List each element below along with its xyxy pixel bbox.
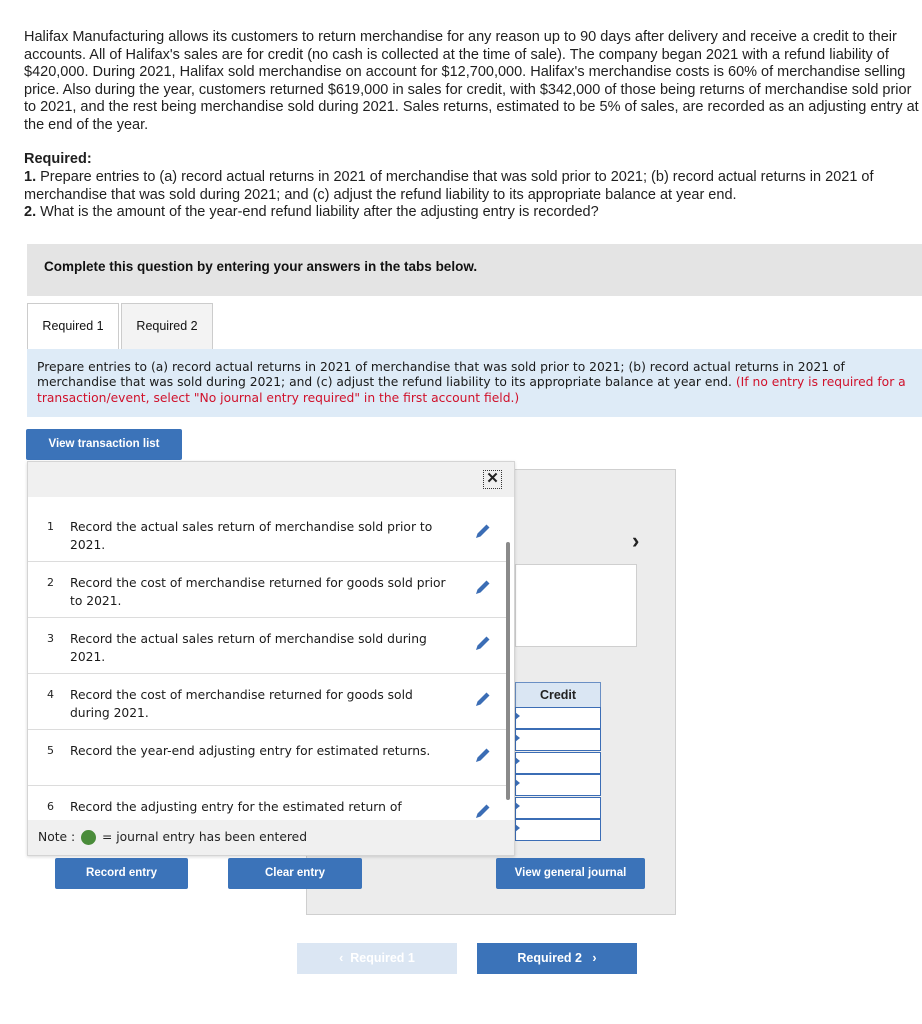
transaction-number: 1 bbox=[47, 520, 54, 533]
transaction-list-popup bbox=[27, 461, 515, 856]
tab-required-1[interactable]: Required 1 bbox=[27, 303, 119, 351]
transaction-text: Record the adjusting entry for the estimated return of bbox=[70, 800, 402, 814]
clear-entry-button[interactable]: Clear entry bbox=[228, 858, 362, 889]
required-heading: Required: bbox=[24, 151, 92, 167]
prev-button-label: Required 1 bbox=[350, 951, 415, 965]
task-note: (If no entry is required for a transaction/event, select "No journal entry required" in the first account field.) bbox=[37, 375, 906, 405]
pencil-icon[interactable] bbox=[474, 578, 492, 596]
credit-input[interactable] bbox=[515, 752, 601, 774]
transaction-item[interactable] bbox=[28, 618, 508, 674]
pencil-icon[interactable] bbox=[474, 690, 492, 708]
pencil-icon[interactable] bbox=[474, 802, 492, 820]
transaction-number: 5 bbox=[47, 744, 54, 757]
chevron-left-icon: ‹ bbox=[339, 951, 344, 965]
transaction-number: 2 bbox=[47, 576, 54, 589]
popup-header bbox=[28, 462, 514, 497]
credit-column-header: Credit bbox=[515, 682, 601, 709]
required-section bbox=[24, 151, 919, 222]
problem-statement: Halifax Manufacturing allows its customers to return merchandise for any reason up to 90 days after delivery and receive a credit to their accounts. All of Halifax's sales are for credit (no cash is collected at the time of sale). The company began 2021 with a refund liability of $420,000. During 2021, Halifax sold merchandise on account for $12,700,000. Halifax's merchandise costs is 60% of merchandise selling price. Also during the year, customers returned $619,000 in sales for credit, with $342,000 of those being returns of merchandise sold prior to 2021, and the rest being merchandise sold during 2021. Sales returns, estimated to be 5% of sales, are recorded as an adjusting entry at the end of the year. bbox=[24, 29, 919, 133]
next-button-label: Required 2 bbox=[517, 951, 582, 965]
transaction-text: Record the cost of merchandise returned for goods sold during 2021. bbox=[70, 688, 413, 720]
transaction-item[interactable] bbox=[28, 506, 508, 562]
pencil-icon[interactable] bbox=[474, 522, 492, 540]
required-item-2: 2. What is the amount of the year-end refund liability after the adjusting entry is recorded? bbox=[24, 204, 599, 221]
credit-input[interactable] bbox=[515, 797, 601, 819]
instruction-bar bbox=[27, 244, 922, 296]
transaction-text: Record the year-end adjusting entry for estimated returns. bbox=[70, 744, 431, 758]
instruction-text: Complete this question by entering your answers in the tabs below. bbox=[44, 259, 478, 274]
transaction-list bbox=[28, 506, 508, 820]
credit-input[interactable] bbox=[515, 707, 601, 729]
view-general-journal-button[interactable]: View general journal bbox=[496, 858, 645, 889]
close-icon[interactable]: ✕ bbox=[483, 470, 502, 489]
tab-required-2[interactable]: Required 2 bbox=[121, 303, 213, 350]
transaction-number: 3 bbox=[47, 632, 54, 645]
transaction-item[interactable] bbox=[28, 786, 508, 820]
prev-required-button bbox=[297, 943, 457, 974]
transaction-text: Record the cost of merchandise returned for goods sold prior to 2021. bbox=[70, 576, 446, 608]
task-description bbox=[27, 349, 922, 417]
credit-input[interactable] bbox=[515, 729, 601, 751]
note-text: = journal entry has been entered bbox=[102, 830, 308, 844]
chevron-right-icon[interactable]: › bbox=[632, 528, 640, 553]
transaction-number: 6 bbox=[47, 800, 54, 813]
task-text: Prepare entries to (a) record actual returns in 2021 of merchandise that was sold prior to 2021; (b) record actual returns in 2021 of merchandise that was sold during 2021; and (c) adjust the refund liability to its appropriate balance at year end. bbox=[37, 360, 845, 390]
scrollbar[interactable] bbox=[506, 542, 510, 800]
chevron-right-icon: › bbox=[592, 951, 597, 965]
record-entry-button[interactable]: Record entry bbox=[55, 858, 188, 889]
transaction-text: Record the actual sales return of merchandise sold during 2021. bbox=[70, 632, 427, 664]
transaction-item[interactable] bbox=[28, 562, 508, 618]
transaction-item[interactable] bbox=[28, 730, 508, 786]
pencil-icon[interactable] bbox=[474, 746, 492, 764]
credit-input[interactable] bbox=[515, 819, 601, 841]
view-transaction-list-button[interactable]: View transaction list bbox=[26, 429, 182, 460]
required-item-1: 1. Prepare entries to (a) record actual returns in 2021 of merchandise that was sold prior to 2021; (b) record actual returns in 2021 of merchandise that was sold during 2021; and (c) adjust the refund liability to its appropriate balance at year end. bbox=[24, 168, 874, 203]
transaction-number: 4 bbox=[47, 688, 54, 701]
next-required-button[interactable] bbox=[477, 943, 637, 974]
journal-entry-area bbox=[515, 564, 637, 647]
pencil-icon[interactable] bbox=[474, 634, 492, 652]
note-bar bbox=[28, 820, 514, 855]
entered-indicator-icon bbox=[81, 830, 96, 845]
transaction-text: Record the actual sales return of merchandise sold prior to 2021. bbox=[70, 520, 433, 552]
transaction-item[interactable] bbox=[28, 674, 508, 730]
note-label: Note : bbox=[38, 830, 76, 844]
credit-input[interactable] bbox=[515, 774, 601, 796]
